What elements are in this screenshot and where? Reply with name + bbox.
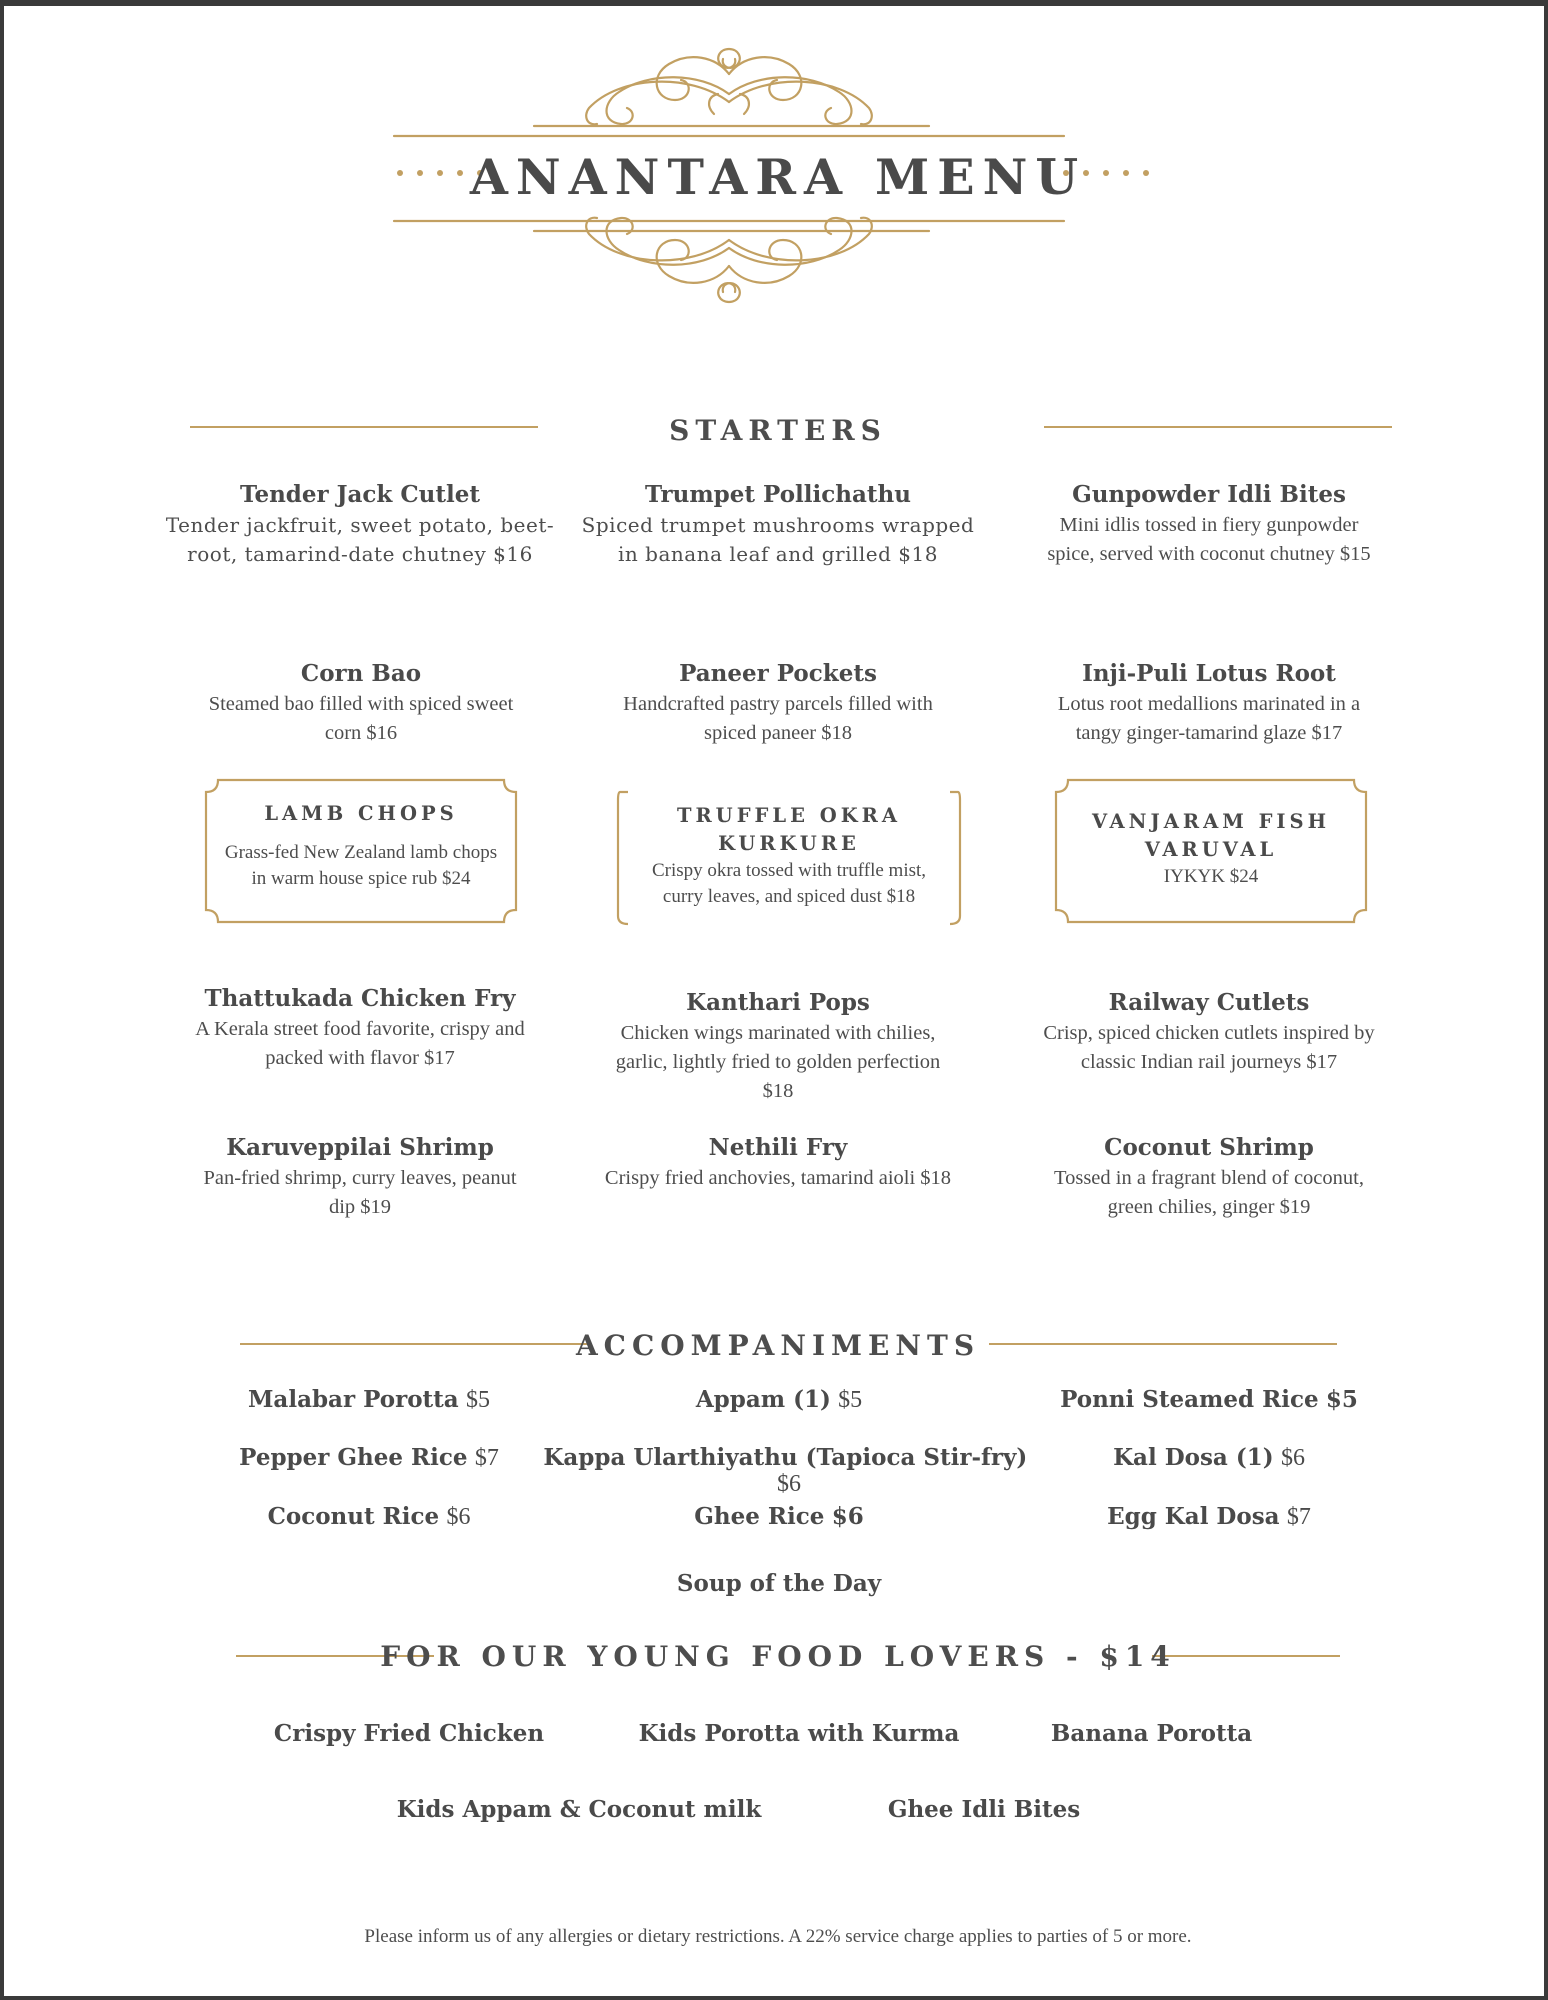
special-title: LAMB CHOPS	[264, 802, 458, 825]
item-name: Thattukada Chicken Fry	[204, 985, 516, 1012]
item-description: Spiced trumpet mushrooms wrapped	[581, 513, 975, 537]
item-description: in banana leaf and grilled $18	[618, 542, 938, 566]
item-name: Coconut Shrimp	[1104, 1134, 1314, 1161]
item-description: spiced paneer $18	[704, 722, 852, 744]
item-description: Pan-fried shrimp, curry leaves, peanut	[203, 1167, 517, 1189]
kids-heading: FOR OUR YOUNG FOOD LOVERS - $14	[380, 1640, 1176, 1673]
accompaniment-item	[534, 1444, 1044, 1498]
item-description: Lotus root medallions marinated in a	[1057, 693, 1361, 715]
item-description: Tossed in a fragrant blend of coconut,	[1054, 1167, 1364, 1189]
item-name: Kal Dosa (1)	[1113, 1444, 1274, 1471]
item-price: $5	[1325, 1386, 1358, 1413]
item-description: corn $16	[324, 722, 398, 744]
menu-item	[159, 1133, 561, 1222]
accompaniment-item	[559, 1386, 999, 1414]
item-name: Inji-Puli Lotus Root	[1082, 660, 1336, 687]
special-title: KURKURE	[718, 832, 860, 855]
item-name: Nethili Fry	[708, 1134, 848, 1161]
item-name: Coconut Rice	[267, 1503, 440, 1530]
footer-note: Please inform us of any allergies or dietary restrictions. A 22% service charge applies to parties of 5 or more.	[364, 1926, 1192, 1947]
special-description: IYKYK $24	[1163, 866, 1259, 887]
item-price: $5	[838, 1387, 863, 1413]
special-frame	[616, 790, 962, 926]
item-name: Ponni Steamed Rice	[1060, 1386, 1319, 1413]
item-description: spice, served with coconut chutney $15	[1047, 543, 1371, 565]
accompaniment-item	[1019, 1386, 1399, 1413]
accompaniment-item	[559, 1503, 999, 1530]
item-name: Gunpowder Idli Bites	[1072, 481, 1346, 508]
page-title: ANANTARA MENU	[469, 148, 1087, 206]
item-description: Handcrafted pastry parcels filled with	[623, 693, 933, 715]
item-name: Malabar Porotta	[247, 1386, 459, 1413]
special-title: TRUFFLE OKRA	[676, 804, 902, 827]
accompaniment-item	[179, 1503, 559, 1531]
item-price: $6	[777, 1471, 801, 1497]
item-description: green chilies, ginger $19	[1107, 1196, 1311, 1218]
special-title: VARUVAL	[1144, 838, 1278, 861]
item-description: tangy ginger-tamarind glaze $17	[1075, 722, 1343, 744]
item-name: Karuveppilai Shrimp	[226, 1134, 494, 1161]
item-description: Mini idlis tossed in fiery gunpowder	[1059, 514, 1359, 536]
accompaniment-item	[559, 1570, 999, 1597]
item-description: Tender jackfruit, sweet potato, beet-	[165, 513, 555, 537]
menu-item	[1009, 1133, 1409, 1222]
special-title: VANJARAM FISH	[1091, 810, 1331, 833]
item-name: Kappa Ularthiyathu (Tapioca Stir-fry)	[543, 1444, 1028, 1471]
accompaniment-item	[1019, 1444, 1399, 1472]
item-name: Egg Kal Dosa	[1107, 1503, 1280, 1530]
accompaniments-heading: ACCOMPANIMENTS	[575, 1329, 981, 1362]
item-price: $7	[474, 1445, 499, 1471]
item-name: Appam (1)	[695, 1386, 831, 1413]
special-description: in warm house spice rub $24	[251, 868, 471, 889]
item-description: Crispy fried anchovies, tamarind aioli $18	[604, 1167, 952, 1189]
item-price: $5	[466, 1387, 491, 1413]
menu-item	[1004, 659, 1414, 748]
item-name: Paneer Pockets	[679, 660, 877, 687]
item-name: Tender Jack Cutlet	[239, 481, 481, 508]
item-price: $6	[1280, 1445, 1305, 1471]
menu-item	[164, 659, 558, 748]
special-frame	[204, 778, 518, 924]
item-description: packed with flavor $17	[265, 1047, 455, 1069]
item-description: Crisp, spiced chicken cutlets inspired by	[1043, 1022, 1375, 1044]
menu-item	[569, 988, 987, 1106]
item-name: Ghee Rice	[694, 1503, 825, 1530]
menu-item	[569, 480, 987, 569]
item-name: Pepper Ghee Rice	[239, 1444, 468, 1471]
accompaniment-item	[179, 1386, 559, 1414]
item-price: $7	[1286, 1504, 1311, 1530]
kids-item: Crispy Fried Chicken	[273, 1720, 545, 1747]
special-description: curry leaves, and spiced dust $18	[662, 886, 916, 907]
item-name: Trumpet Pollichathu	[645, 481, 911, 508]
accompaniment-item	[179, 1444, 559, 1472]
menu-item	[994, 480, 1424, 569]
item-description: root, tamarind-date chutney $16	[187, 542, 533, 566]
kids-item: Kids Porotta with Kurma	[638, 1720, 960, 1747]
kids-item: Kids Appam & Coconut milk	[396, 1796, 762, 1823]
starters-heading: STARTERS	[669, 414, 887, 447]
item-name: Corn Bao	[300, 660, 422, 687]
item-description: $18	[762, 1080, 794, 1102]
item-name: Soup of the Day	[676, 1570, 882, 1597]
accompaniment-item	[1019, 1503, 1399, 1531]
menu-item	[154, 984, 566, 1073]
special-frame	[1054, 778, 1368, 924]
item-price: $6	[831, 1503, 864, 1530]
item-description: Chicken wings marinated with chilies,	[620, 1022, 936, 1044]
menu-item	[154, 480, 566, 569]
item-price: $6	[446, 1504, 471, 1530]
kids-item: Banana Porotta	[1050, 1720, 1253, 1747]
item-name: Railway Cutlets	[1108, 989, 1310, 1016]
menu-item	[569, 1133, 987, 1193]
item-name: Kanthari Pops	[686, 989, 870, 1016]
special-description: Grass-fed New Zealand lamb chops	[224, 842, 498, 863]
item-description: A Kerala street food favorite, crispy and	[195, 1018, 525, 1040]
item-description: classic Indian rail journeys $17	[1080, 1051, 1338, 1073]
item-description: Steamed bao filled with spiced sweet	[208, 693, 514, 715]
menu-item	[569, 659, 987, 748]
menu-item	[999, 988, 1419, 1077]
item-description: dip $19	[328, 1196, 392, 1218]
item-description: garlic, lightly fried to golden perfection	[615, 1051, 941, 1073]
special-description: Crispy okra tossed with truffle mist,	[651, 860, 927, 881]
kids-item: Ghee Idli Bites	[887, 1796, 1081, 1823]
